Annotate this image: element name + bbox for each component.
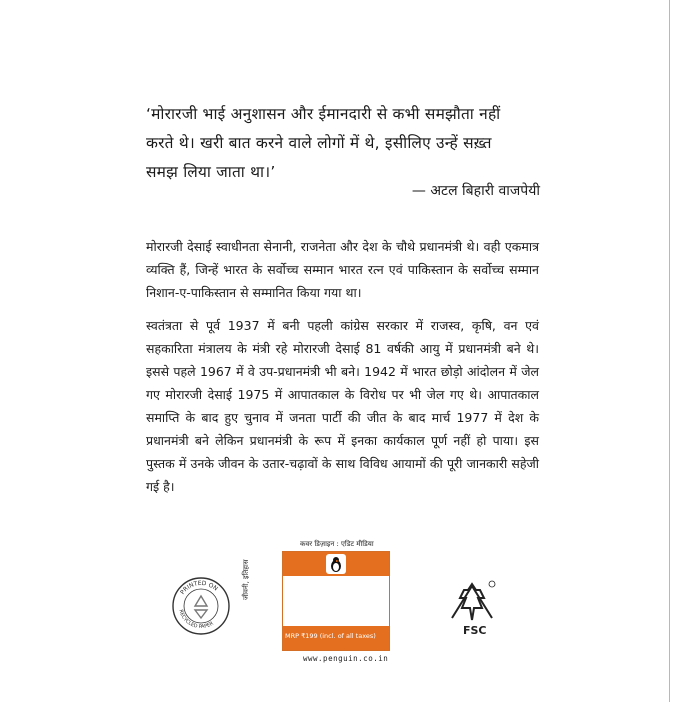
svg-text:PRINTED ON: PRINTED ON [179,579,219,596]
mrp-text: MRP ₹199 (incl. of all taxes) [285,632,376,640]
publisher-url: www.penguin.co.in [303,654,389,663]
cover-credit: कवर डिज़ाइन : एडिट मीडिया [300,540,374,548]
category-label: जीवनी, इतिहास [242,559,250,600]
price-band [283,626,389,650]
fsc-logo [444,576,500,638]
quote-line-3: समझ लिया जाता था।’ [146,163,276,181]
publisher-band [283,552,389,576]
quote-attribution: — अटल बिहारी वाजपेयी [411,183,540,199]
recycled-paper-logo [171,576,231,636]
spine-edge [669,0,670,702]
pull-quote [146,100,546,187]
blurb-paragraph-1: मोरारजी देसाई स्वाधीनता सेनानी, राजनेता और देश के चौथे प्रधानमंत्री थे। वही एकमात्र व्यक्ति हैं, जिन्हें भारत के सर्वोच्च सम्मान भारत रत्न एवं पाकिस्तान के सर्वोच्च सम्मान निशान-ए-पाकिस्तान से सम्मानित किया गया था। [146,239,539,300]
quote-line-1: ‘मोरारजी भाई अनुशासन और ईमानदारी से कभी समझौता नहीं [146,105,501,123]
penguin-logo [326,554,346,574]
svg-text:FSC: FSC [463,624,487,637]
svg-text:RECYCLED PAPER: RECYCLED PAPER [177,609,215,631]
quote-line-2: करते थे। खरी बात करने वाले लोगों में थे, इसीलिए उन्हें सख़्त [146,134,492,152]
barcode-area [283,576,389,626]
blurb-paragraph-2: स्वतंत्रता से पूर्व 1937 में बनी पहली कांग्रेस सरकार में राजस्व, कृषि, वन एवं सहकारिता मंत्रालय के मंत्री रहे मोरारजी देसाई 81 वर्षकी आयु में प्रधानमंत्री बने थे। इससे पहले 1967 में वे उप-प्रधानमंत्री भी बने। 1942 में भारत छोड़ो आंदोलन में जेल गए मोरारजी देसाई 1975 में आपातकाल के विरोध पर भी जेल गए थे। आपातकाल समाप्ति के बाद हुए चुनाव में जनता पार्टी की जीत के बाद मार्च 1977 में देश के प्रधानमंत्री बने लेकिन प्रधानमंत्री के रूप में इनका कार्यकाल पूर्ण नहीं हो पाया। इस पुस्तक में उनके जीवन के उतार-चढ़ावों के साथ विविध आयामों की पूरी जानकारी सहेजी गई है। [146,318,539,494]
price-barcode-box [282,551,390,651]
